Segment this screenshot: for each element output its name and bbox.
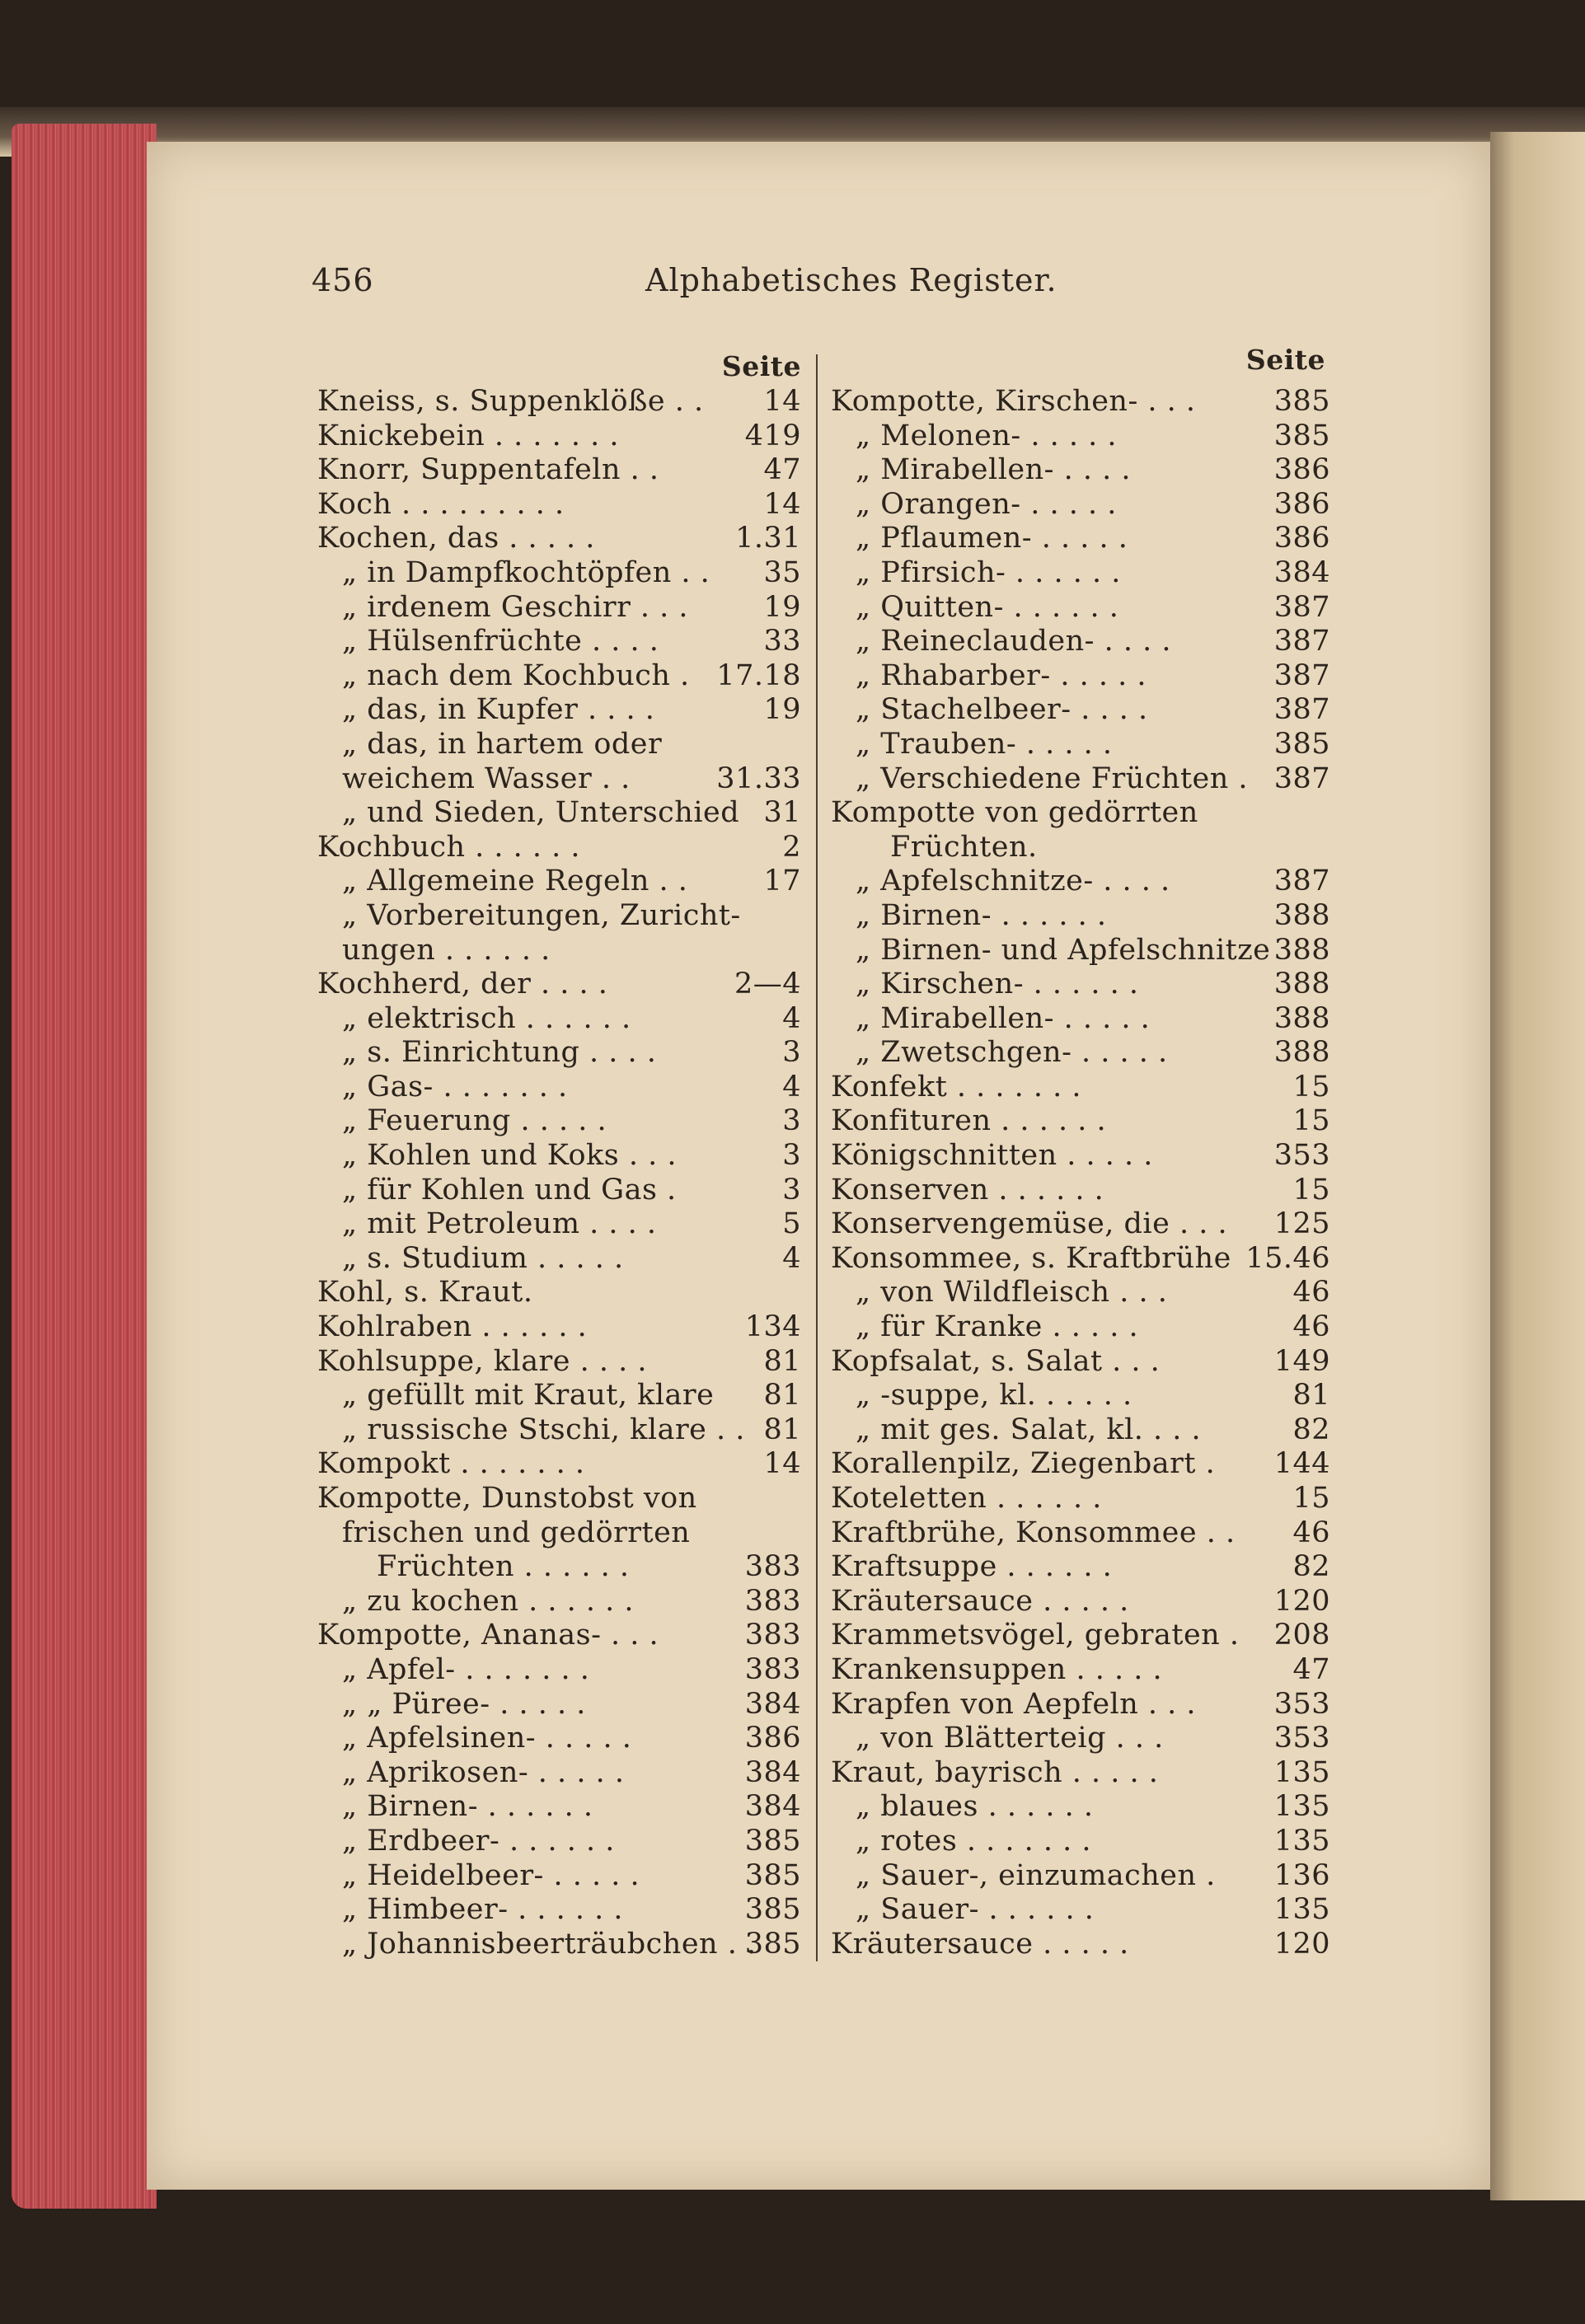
index-entry bbox=[831, 1104, 1342, 1139]
index-entry-term: Kochherd, der . . . . bbox=[317, 968, 608, 1001]
index-entry bbox=[831, 1790, 1342, 1825]
index-entry bbox=[831, 1345, 1342, 1380]
index-entry bbox=[831, 625, 1342, 659]
index-entry bbox=[317, 1585, 808, 1619]
index-entry-term: Königschnitten . . . . . bbox=[831, 1139, 1153, 1173]
index-entry-page: 385 bbox=[744, 1927, 801, 1961]
index-entry-page: 353 bbox=[1273, 1722, 1330, 1755]
index-entry bbox=[831, 1071, 1342, 1105]
index-entry bbox=[831, 831, 1342, 865]
index-entry-page: 5 bbox=[782, 1207, 801, 1241]
index-entry-term: „ s. Einrichtung . . . . bbox=[342, 1036, 657, 1070]
index-entry-page: 383 bbox=[744, 1652, 801, 1686]
index-entry-term: Kompotte, Kirschen- . . . bbox=[831, 385, 1196, 418]
index-entry bbox=[831, 556, 1342, 591]
index-entry bbox=[831, 419, 1342, 454]
index-entry-term: weichem Wasser . . bbox=[342, 761, 631, 795]
index-entry-page: 136 bbox=[1273, 1858, 1330, 1892]
index-entry bbox=[317, 1139, 808, 1174]
index-entry-term: „ für Kranke . . . . . bbox=[856, 1310, 1139, 1344]
index-entry bbox=[831, 1619, 1342, 1653]
index-entry-page: 19 bbox=[763, 693, 801, 727]
index-entry-page: 386 bbox=[1273, 522, 1330, 555]
index-entry-term: „ Pfirsich- . . . . . . bbox=[856, 555, 1121, 589]
index-entry-page: 208 bbox=[1273, 1619, 1330, 1652]
index-entry-term: „ Hülsenfrüchte . . . . bbox=[342, 625, 659, 658]
index-entry-page: 383 bbox=[744, 1619, 801, 1652]
index-entry-term: Früchten. bbox=[890, 830, 1038, 864]
index-entry bbox=[317, 591, 808, 626]
index-entry bbox=[317, 796, 808, 831]
index-entry-page: 31.33 bbox=[716, 761, 801, 795]
index-entry bbox=[831, 1482, 1342, 1516]
index-entry-page: 135 bbox=[1273, 1790, 1330, 1824]
index-entry bbox=[317, 693, 808, 728]
running-head bbox=[312, 262, 1284, 312]
index-entry bbox=[317, 934, 808, 968]
index-entry bbox=[317, 899, 808, 934]
index-entry-term: „ Trauben- . . . . . bbox=[856, 727, 1113, 761]
index-entry bbox=[831, 522, 1342, 556]
index-entry bbox=[317, 1516, 808, 1551]
index-entry-page: 387 bbox=[1273, 864, 1330, 898]
index-entry bbox=[831, 796, 1342, 831]
index-entry-term: „ Orangen- . . . . . bbox=[856, 487, 1117, 521]
index-entry-term: „ mit ges. Salat, kl. . . . bbox=[856, 1413, 1202, 1446]
index-entry bbox=[831, 1310, 1342, 1345]
index-entry-term: Krankensuppen . . . . . bbox=[831, 1652, 1163, 1686]
index-entry bbox=[831, 488, 1342, 522]
index-entry-term: „ von Blätterteig . . . bbox=[856, 1722, 1164, 1755]
index-entry-term: Kompotte von gedörrten bbox=[831, 796, 1198, 830]
index-entry-page: 387 bbox=[1273, 693, 1330, 727]
index-entry-term: Kneiss, s. Suppenklöße . . bbox=[317, 385, 704, 418]
index-entry bbox=[831, 1413, 1342, 1448]
index-entry-page: 387 bbox=[1273, 590, 1330, 624]
index-entry-term: „ rotes . . . . . . . bbox=[856, 1824, 1092, 1858]
index-entry-page: 135 bbox=[1273, 1824, 1330, 1858]
index-entry-term: „ Rhabarber- . . . . . bbox=[856, 658, 1147, 692]
index-entry-term: „ blaues . . . . . . bbox=[856, 1790, 1094, 1824]
index-entry bbox=[317, 419, 808, 454]
index-entry-page: 1.31 bbox=[735, 522, 801, 555]
index-entry bbox=[831, 1653, 1342, 1688]
index-entry bbox=[317, 1413, 808, 1448]
index-entry-term: „ -suppe, kl. . . . . . bbox=[856, 1379, 1132, 1413]
index-entry-term: „ Apfel- . . . . . . . bbox=[342, 1652, 590, 1686]
index-entry-term: „ irdenem Geschirr . . . bbox=[342, 590, 689, 624]
index-entry-term: Kohl, s. Kraut. bbox=[317, 1276, 533, 1310]
index-entry-term: „ Allgemeine Regeln . . bbox=[342, 864, 688, 898]
index-entry-page: 35 bbox=[763, 555, 801, 589]
index-entry-page: 387 bbox=[1273, 761, 1330, 795]
index-entry bbox=[831, 1859, 1342, 1894]
index-entry-page: 134 bbox=[744, 1310, 801, 1344]
index-entry-page: 14 bbox=[763, 1447, 801, 1481]
index-entry-page: 384 bbox=[744, 1687, 801, 1721]
index-entry-term: „ Birnen- . . . . . . bbox=[342, 1790, 593, 1824]
index-entry-term: Konfituren . . . . . . bbox=[831, 1104, 1107, 1138]
index-entry-page: 353 bbox=[1273, 1139, 1330, 1173]
index-entry-term: „ nach dem Kochbuch . bbox=[342, 658, 690, 692]
index-entry-term: „ elektrisch . . . . . . bbox=[342, 1001, 631, 1035]
index-entry bbox=[317, 1242, 808, 1277]
index-entry-page: 2—4 bbox=[734, 968, 801, 1001]
index-entry-page: 46 bbox=[1292, 1516, 1330, 1549]
index-entry-term: Krapfen von Aepfeln . . . bbox=[831, 1687, 1197, 1721]
index-entry-page: 31 bbox=[763, 796, 801, 830]
index-entry-term: „ Gas- . . . . . . . bbox=[342, 1070, 568, 1103]
index-entry bbox=[317, 1207, 808, 1242]
index-entry-term: „ Feuerung . . . . . bbox=[342, 1104, 607, 1138]
index-entry-page: 387 bbox=[1273, 658, 1330, 692]
index-entry-page: 3 bbox=[782, 1104, 801, 1138]
index-entry-term: Kräutersauce . . . . . bbox=[831, 1584, 1129, 1618]
index-entry-page: 15 bbox=[1292, 1173, 1330, 1207]
index-entry-page: 386 bbox=[1273, 487, 1330, 521]
index-entry-term: Kochbuch . . . . . . bbox=[317, 830, 581, 864]
index-entry bbox=[317, 1071, 808, 1105]
index-entry bbox=[831, 385, 1342, 419]
index-entry bbox=[317, 522, 808, 556]
index-entry-term: Früchten . . . . . . bbox=[377, 1550, 630, 1584]
index-entry-term: „ das, in Kupfer . . . . bbox=[342, 693, 655, 727]
index-entry bbox=[831, 1276, 1342, 1310]
index-entry-page: 46 bbox=[1292, 1276, 1330, 1310]
index-entry-term: „ Heidelbeer- . . . . . bbox=[342, 1858, 640, 1892]
index-entry-term: frischen und gedörrten bbox=[342, 1516, 691, 1549]
index-entry bbox=[317, 1550, 808, 1585]
index-entry-term: „ Kohlen und Koks . . . bbox=[342, 1139, 677, 1173]
index-column-right bbox=[831, 344, 1342, 1961]
index-entry-page: 388 bbox=[1273, 898, 1330, 932]
index-entry bbox=[317, 1825, 808, 1859]
index-entry bbox=[831, 659, 1342, 694]
index-entry-page: 388 bbox=[1273, 1036, 1330, 1070]
index-entry bbox=[831, 1928, 1342, 1962]
index-entry-page: 144 bbox=[1273, 1447, 1330, 1481]
index-entry bbox=[831, 1242, 1342, 1277]
index-entry-term: „ Birnen- . . . . . . bbox=[856, 898, 1107, 932]
index-entry bbox=[831, 899, 1342, 934]
page-column-heading: Seite bbox=[1245, 344, 1325, 376]
index-entry-term: Kohlraben . . . . . . bbox=[317, 1310, 588, 1344]
index-entry-page: 388 bbox=[1273, 968, 1330, 1001]
index-entry-page: 385 bbox=[744, 1824, 801, 1858]
index-entry-page: 385 bbox=[1273, 385, 1330, 418]
index-entry-page: 2 bbox=[782, 830, 801, 864]
index-entry-term: „ zu kochen . . . . . . bbox=[342, 1584, 635, 1618]
index-entry-term: „ Reineclauden- . . . . bbox=[856, 625, 1171, 658]
index-entry bbox=[831, 591, 1342, 626]
index-entry bbox=[317, 488, 808, 522]
index-entry-term: Knorr, Suppentafeln . . bbox=[317, 453, 659, 487]
index-entry bbox=[831, 1825, 1342, 1859]
index-entry-page: 33 bbox=[763, 625, 801, 658]
index-entry-page: 385 bbox=[744, 1893, 801, 1927]
index-entry bbox=[317, 659, 808, 694]
index-entry-term: ungen . . . . . . bbox=[342, 933, 551, 967]
index-entry bbox=[317, 864, 808, 899]
index-entry bbox=[317, 453, 808, 488]
index-entry bbox=[831, 1893, 1342, 1928]
index-entry-term: Kochen, das . . . . . bbox=[317, 522, 595, 555]
index-entry-term: „ Sauer- . . . . . . bbox=[856, 1893, 1095, 1927]
index-entry-page: 387 bbox=[1273, 625, 1330, 658]
index-entry-page: 385 bbox=[1273, 727, 1330, 761]
index-entry-term: „ Pflaumen- . . . . . bbox=[856, 522, 1128, 555]
index-entry bbox=[831, 1379, 1342, 1413]
index-entry bbox=[317, 1447, 808, 1482]
index-entry bbox=[317, 1688, 808, 1722]
index-entry bbox=[831, 1516, 1342, 1551]
index-entry-page: 120 bbox=[1273, 1584, 1330, 1618]
index-entry bbox=[831, 728, 1342, 762]
index-entry-term: „ Mirabellen- . . . . . bbox=[856, 1001, 1151, 1035]
index-entry-page: 384 bbox=[1273, 555, 1330, 589]
index-entry bbox=[317, 1002, 808, 1037]
index-entry-page: 82 bbox=[1292, 1413, 1330, 1446]
index-entry-term: „ mit Petroleum . . . . bbox=[342, 1207, 657, 1241]
index-entry bbox=[831, 934, 1342, 968]
index-entry-term: „ russische Stschi, klare . . bbox=[342, 1413, 745, 1446]
index-entry-term: „ in Dampfkochtöpfen . . bbox=[342, 555, 710, 589]
index-entry-term: „ Erdbeer- . . . . . . bbox=[342, 1824, 615, 1858]
index-entry-term: Konsommee, s. Kraftbrühe bbox=[831, 1241, 1231, 1275]
index-entry-page: 81 bbox=[763, 1379, 801, 1413]
index-entry-term: „ von Wildfleisch . . . bbox=[856, 1276, 1168, 1310]
index-entry-page: 135 bbox=[1273, 1755, 1330, 1789]
index-entry-term: „ „ Püree- . . . . . bbox=[342, 1687, 586, 1721]
index-entry-term: Kräutersauce . . . . . bbox=[831, 1927, 1129, 1961]
index-entry bbox=[317, 1310, 808, 1345]
index-entry-term: Knickebein . . . . . . . bbox=[317, 419, 620, 452]
index-column-left bbox=[317, 350, 808, 1961]
book-page-edges bbox=[12, 124, 157, 2209]
index-entry-term: Kohlsuppe, klare . . . . bbox=[317, 1344, 648, 1378]
index-entry-page: 353 bbox=[1273, 1687, 1330, 1721]
page-number: 456 bbox=[312, 262, 374, 298]
index-entry-term: „ Kirschen- . . . . . . bbox=[856, 968, 1139, 1001]
index-entry-page: 149 bbox=[1273, 1344, 1330, 1378]
index-entry-term: „ Birnen- und Apfelschnitze bbox=[856, 933, 1271, 967]
index-entry bbox=[317, 1104, 808, 1139]
index-entry-page: 46 bbox=[1292, 1310, 1330, 1344]
index-entry-page: 4 bbox=[782, 1001, 801, 1035]
index-entry-page: 135 bbox=[1273, 1893, 1330, 1927]
page-column-heading: Seite bbox=[721, 350, 801, 382]
index-entry-page: 384 bbox=[744, 1755, 801, 1789]
index-entry-page: 82 bbox=[1292, 1550, 1330, 1584]
page-title: Alphabetisches Register. bbox=[645, 262, 1057, 298]
index-entry-term: Kraftbrühe, Konsommee . . bbox=[831, 1516, 1236, 1549]
index-entry bbox=[317, 1379, 808, 1413]
index-entry-page: 388 bbox=[1273, 933, 1330, 967]
index-entry bbox=[317, 1276, 808, 1310]
index-entry bbox=[831, 1447, 1342, 1482]
index-entry-term: Koteletten . . . . . . bbox=[831, 1482, 1102, 1515]
index-entry bbox=[831, 1585, 1342, 1619]
index-entry-page: 4 bbox=[782, 1070, 801, 1103]
index-entry-page: 17 bbox=[763, 864, 801, 898]
index-entry bbox=[831, 1756, 1342, 1791]
facing-page-edge bbox=[1490, 132, 1585, 2200]
index-entry-page: 120 bbox=[1273, 1927, 1330, 1961]
column-divider bbox=[816, 354, 818, 1961]
index-entry-term: Konservengemüse, die . . . bbox=[831, 1207, 1228, 1241]
index-entry-page: 388 bbox=[1273, 1001, 1330, 1035]
index-entry-page: 14 bbox=[763, 385, 801, 418]
index-entry-term: „ gefüllt mit Kraut, klare bbox=[342, 1379, 715, 1413]
index-entry-page: 81 bbox=[763, 1413, 801, 1446]
index-entry bbox=[317, 1345, 808, 1380]
index-entry bbox=[317, 1928, 808, 1962]
index-entry-term: Kraut, bayrisch . . . . . bbox=[831, 1755, 1159, 1789]
index-entry-term: „ Verschiedene Früchten . bbox=[856, 761, 1249, 795]
index-entry bbox=[831, 693, 1342, 728]
index-entry-page: 385 bbox=[744, 1858, 801, 1892]
index-entry-term: Korallenpilz, Ziegenbart . bbox=[831, 1447, 1216, 1481]
index-entry bbox=[317, 1756, 808, 1791]
index-entry-page: 15 bbox=[1292, 1070, 1330, 1103]
index-entry-page: 14 bbox=[763, 487, 801, 521]
index-entry bbox=[317, 1174, 808, 1208]
index-entry-page: 47 bbox=[763, 453, 801, 487]
index-entry-page: 3 bbox=[782, 1139, 801, 1173]
index-entry-page: 15 bbox=[1292, 1104, 1330, 1138]
index-entry-term: Kopfsalat, s. Salat . . . bbox=[831, 1344, 1161, 1378]
index-entry-page: 383 bbox=[744, 1584, 801, 1618]
index-entry-term: „ für Kohlen und Gas . bbox=[342, 1173, 677, 1207]
index-entry-page: 386 bbox=[1273, 453, 1330, 487]
index-entry-term: Kompotte, Dunstobst von bbox=[317, 1482, 697, 1515]
index-entry bbox=[831, 1207, 1342, 1242]
index-entry bbox=[831, 1550, 1342, 1585]
index-entry-term: Kompotte, Ananas- . . . bbox=[317, 1619, 659, 1652]
index-entry-term: Kraftsuppe . . . . . . bbox=[831, 1550, 1113, 1584]
index-entry-page: 384 bbox=[744, 1790, 801, 1824]
index-entry bbox=[317, 1036, 808, 1071]
index-entry bbox=[317, 831, 808, 865]
index-entry-term: Koch . . . . . . . . . bbox=[317, 487, 565, 521]
index-entry-page: 47 bbox=[1292, 1652, 1330, 1686]
index-entry-page: 383 bbox=[744, 1550, 801, 1584]
index-entry-page: 386 bbox=[744, 1722, 801, 1755]
index-entry bbox=[317, 1893, 808, 1928]
index-entry-page: 3 bbox=[782, 1036, 801, 1070]
index-entry bbox=[317, 1482, 808, 1516]
index-entry-term: „ das, in hartem oder bbox=[342, 727, 663, 761]
index-entry-term: „ und Sieden, Unterschied bbox=[342, 796, 740, 830]
index-entry bbox=[317, 385, 808, 419]
index-entry bbox=[317, 625, 808, 659]
index-entry-term: „ Vorbereitungen, Zuricht- bbox=[342, 898, 741, 932]
index-entry-page: 19 bbox=[763, 590, 801, 624]
index-entry-term: „ Zwetschgen- . . . . . bbox=[856, 1036, 1168, 1070]
index-entry bbox=[831, 1174, 1342, 1208]
index-entry bbox=[831, 1139, 1342, 1174]
index-entry-page: 81 bbox=[763, 1344, 801, 1378]
index-entry bbox=[831, 1036, 1342, 1071]
index-entry-term: Krammetsvögel, gebraten . bbox=[831, 1619, 1240, 1652]
index-entry-term: „ s. Studium . . . . . bbox=[342, 1241, 624, 1275]
index-entry-term: „ Mirabellen- . . . . bbox=[856, 453, 1131, 487]
index-entry bbox=[317, 1619, 808, 1653]
index-entry-term: „ Johannisbeerträubchen . . bbox=[342, 1927, 757, 1961]
index-entry bbox=[317, 762, 808, 797]
index-entry-page: 385 bbox=[1273, 419, 1330, 452]
index-entry-page: 125 bbox=[1273, 1207, 1330, 1241]
index-entry-page: 15.46 bbox=[1245, 1241, 1330, 1275]
index-entry bbox=[317, 728, 808, 762]
index-entry bbox=[317, 1790, 808, 1825]
index-entry bbox=[831, 1002, 1342, 1037]
index-entry-page: 3 bbox=[782, 1173, 801, 1207]
index-entry bbox=[831, 864, 1342, 899]
index-entry-term: „ Sauer-, einzumachen . bbox=[856, 1858, 1216, 1892]
index-entry-term: „ Himbeer- . . . . . . bbox=[342, 1893, 624, 1927]
index-entry bbox=[317, 968, 808, 1002]
index-entry-page: 4 bbox=[782, 1241, 801, 1275]
index-entry-term: „ Stachelbeer- . . . . bbox=[856, 693, 1148, 727]
index-entry bbox=[317, 556, 808, 591]
index-entry-page: 419 bbox=[744, 419, 801, 452]
index-entry bbox=[317, 1653, 808, 1688]
index-entry-term: „ Apfelschnitze- . . . . bbox=[856, 864, 1170, 898]
index-entry bbox=[831, 1688, 1342, 1722]
index-entry bbox=[317, 1859, 808, 1894]
index-entry-term: Konfekt . . . . . . . bbox=[831, 1070, 1082, 1103]
index-entry bbox=[831, 968, 1342, 1002]
index-entry-page: 15 bbox=[1292, 1482, 1330, 1515]
index-entry-term: Konserven . . . . . . bbox=[831, 1173, 1104, 1207]
index-entry bbox=[831, 1722, 1342, 1756]
index-entry-term: „ Melonen- . . . . . bbox=[856, 419, 1117, 452]
index-entry-page: 81 bbox=[1292, 1379, 1330, 1413]
index-entry-term: „ Aprikosen- . . . . . bbox=[342, 1755, 625, 1789]
index-entry bbox=[317, 1722, 808, 1756]
index-entry-term: „ Apfelsinen- . . . . . bbox=[342, 1722, 632, 1755]
index-entry-page: 17.18 bbox=[716, 658, 801, 692]
index-entry-term: Kompokt . . . . . . . bbox=[317, 1447, 585, 1481]
index-entry bbox=[831, 453, 1342, 488]
index-entry-term: „ Quitten- . . . . . . bbox=[856, 590, 1119, 624]
index-entry bbox=[831, 762, 1342, 797]
